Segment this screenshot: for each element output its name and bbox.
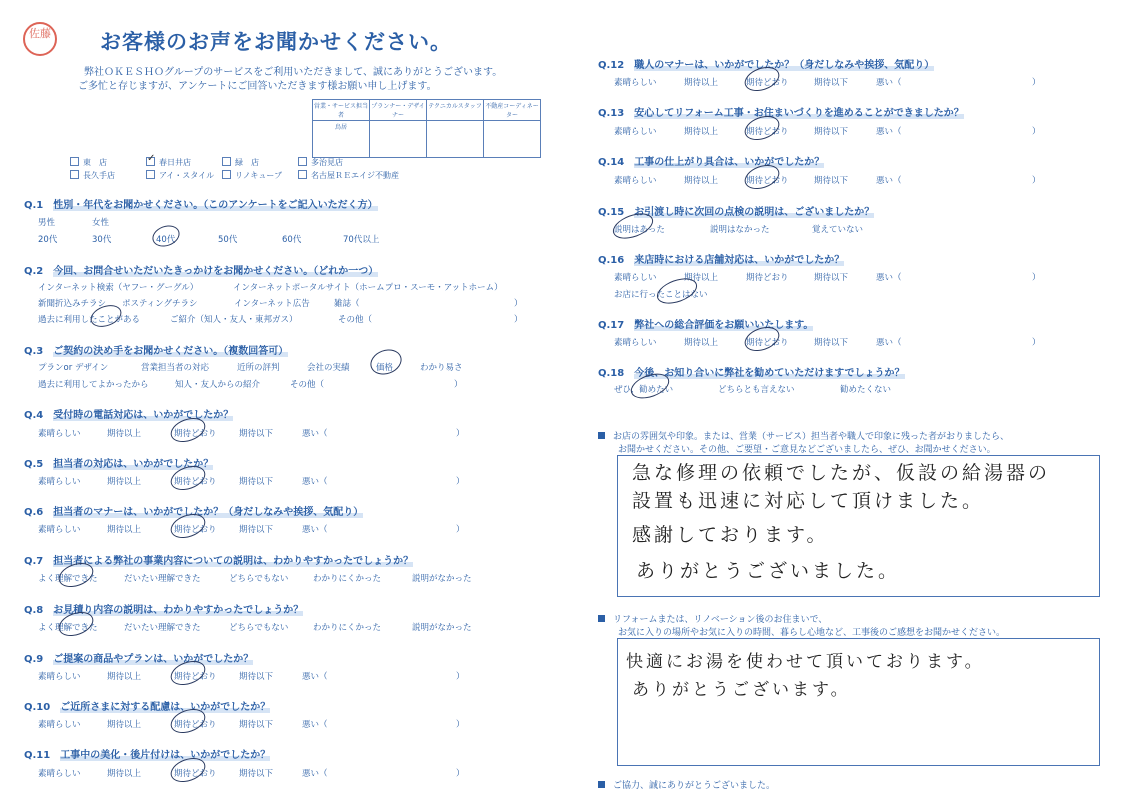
question-11: Q.11 工事中の美化・後片付けは、いかがでしたか？ xyxy=(24,750,271,761)
answer-circle xyxy=(149,222,182,250)
paren: ） xyxy=(456,720,465,730)
option[interactable]: だいたい理解できた xyxy=(124,574,201,584)
question-7: Q.7 担当者による弊社の事業内容についての説明は、わかりやすかったでしょうか？ xyxy=(24,556,414,567)
option[interactable]: その他（ xyxy=(290,380,325,390)
option[interactable]: 悪い（ xyxy=(876,78,902,88)
option[interactable]: 期待以上 xyxy=(107,672,142,682)
question-4: Q.4 受付時の電話対応は、いかがでしたか？ xyxy=(24,410,234,421)
option[interactable]: 素晴らしい xyxy=(614,127,657,137)
option[interactable]: どちらでもない xyxy=(229,574,289,584)
option[interactable]: 期待以上 xyxy=(684,127,719,137)
shop-checkbox[interactable]: リノキューブ xyxy=(222,170,298,183)
option[interactable]: 素晴らしい xyxy=(614,78,657,88)
option[interactable]: 悪い（ xyxy=(876,127,902,137)
option-selected[interactable]: 期待どおり xyxy=(174,477,217,487)
option[interactable]: だいたい理解できた xyxy=(124,623,201,633)
question-1: Q.1 性別・年代をお聞かせください。（このアンケートをご記入いただく方） xyxy=(24,200,378,211)
header-technical: テクニカルスタッフ xyxy=(427,100,484,121)
option[interactable]: インターネットポータルサイト（ホームプロ・スーモ・アットホーム） xyxy=(233,283,503,293)
option[interactable]: 期待以下 xyxy=(814,127,849,137)
comment1-textarea[interactable] xyxy=(617,455,1100,597)
option[interactable]: 悪い（ xyxy=(302,720,328,730)
handwritten-line: 急な修理の依頼でしたが、仮設の給湯器の xyxy=(632,462,1051,484)
shop-checkbox[interactable]: 長久手店 xyxy=(70,170,146,183)
option[interactable]: 期待以下 xyxy=(814,338,849,348)
option-selected[interactable]: 期待どおり xyxy=(174,525,217,535)
option-selected[interactable]: よく理解できた xyxy=(38,574,98,584)
option[interactable]: 期待以上 xyxy=(684,338,719,348)
option[interactable]: インターネット検索（ヤフー・グーグル） xyxy=(38,283,199,293)
comment2-heading-1: リフォームまたは、リノベーション後のお住まいで、 xyxy=(598,612,827,625)
option[interactable]: 悪い（ xyxy=(302,429,328,439)
person-in-charge-table xyxy=(312,99,541,158)
option[interactable]: 過去に利用してよかったから xyxy=(38,380,149,390)
page-title: お客様のお声をお聞かせください。 xyxy=(100,30,452,54)
option[interactable]: 素晴らしい xyxy=(38,429,81,439)
option[interactable]: 会社の実績 xyxy=(307,363,350,373)
shop-checklist xyxy=(70,153,410,183)
planner-name-field[interactable] xyxy=(370,121,427,158)
paren: ） xyxy=(454,380,463,390)
paren: ） xyxy=(1032,176,1041,186)
option[interactable]: 期待以上 xyxy=(107,720,142,730)
question-2: Q.2 今回、お問合せいただいたきっかけをお聞かせください。（どれか一つ） xyxy=(24,266,379,277)
shop-checkbox[interactable]: 東 店 xyxy=(70,157,146,170)
header-sales: 営業・サービス担当者 xyxy=(313,100,370,121)
paren: ） xyxy=(514,299,523,309)
option-selected[interactable]: 期待どおり xyxy=(746,176,789,186)
handwritten-line: 感謝しております。 xyxy=(632,524,829,546)
question-9: Q.9 ご提案の商品やプランは、いかがでしたか？ xyxy=(24,654,254,665)
paren: ） xyxy=(456,769,465,779)
intro-line-1: 弊社ＯＫＥＳＨＯグループのサービスをご利用いただきまして、誠にありがとうございます。 xyxy=(84,67,503,78)
option[interactable]: 素晴らしい xyxy=(38,477,81,487)
shop-checkbox[interactable]: 多治見店 xyxy=(298,157,374,170)
option[interactable]: 雑誌（ xyxy=(334,299,360,309)
option[interactable]: 期待どおり xyxy=(746,273,789,283)
paren: ） xyxy=(456,429,465,439)
option[interactable]: 素晴らしい xyxy=(38,672,81,682)
comment2-textarea[interactable] xyxy=(617,638,1100,766)
option[interactable]: 説明がなかった xyxy=(412,623,472,633)
option[interactable]: 60代 xyxy=(282,235,302,245)
option[interactable]: わかりにくかった xyxy=(313,574,382,584)
option[interactable]: 説明がなかった xyxy=(412,574,472,584)
option-selected[interactable]: 期待どおり xyxy=(174,769,217,779)
option-selected[interactable]: 期待どおり xyxy=(746,78,789,88)
closing-message: ご協力、誠にありがとうございました。 xyxy=(598,778,775,791)
answer-circle xyxy=(367,345,405,378)
option[interactable]: 悪い（ xyxy=(876,273,902,283)
option[interactable]: 覚えていない xyxy=(812,225,864,235)
option[interactable]: その他（ xyxy=(338,315,373,325)
option[interactable]: 悪い（ xyxy=(302,525,328,535)
option[interactable]: 男性 xyxy=(38,218,56,228)
option[interactable]: 悪い（ xyxy=(302,769,328,779)
option[interactable]: 期待以上 xyxy=(107,477,142,487)
option[interactable]: インターネット広告 xyxy=(234,299,310,309)
intro-line-2: ご多忙と存じますが、アンケートにご回答いただきます様お願い申し上げます。 xyxy=(78,81,437,92)
question-18: Q.18 今後、お知り合いに弊社を勧めていただけますでしょうか？ xyxy=(598,368,905,379)
question-3: Q.3 ご契約の決め手をお聞かせください。（複数回答可） xyxy=(24,346,289,357)
paren: ） xyxy=(514,315,523,325)
square-bullet-icon xyxy=(598,781,605,788)
option[interactable]: 期待以上 xyxy=(107,429,142,439)
option[interactable]: 30代 xyxy=(92,235,112,245)
option[interactable]: 70代以上 xyxy=(343,235,380,245)
option-selected[interactable]: 期待どおり xyxy=(174,429,217,439)
option[interactable]: 期待以上 xyxy=(107,525,142,535)
paren: ） xyxy=(456,525,465,535)
option[interactable]: 説明はなかった xyxy=(710,225,770,235)
option[interactable]: 近所の評判 xyxy=(237,363,280,373)
option[interactable]: 悪い（ xyxy=(876,338,902,348)
question-15: Q.15 お引渡し時に次回の点検の説明は、ございましたか？ xyxy=(598,207,875,218)
question-10: Q.10 ご近所さまに対する配慮は、いかがでしたか？ xyxy=(24,702,271,713)
option[interactable]: 期待以下 xyxy=(239,769,274,779)
option[interactable]: わかり易さ xyxy=(420,363,463,373)
option[interactable]: 期待以下 xyxy=(814,176,849,186)
paren: ） xyxy=(1032,273,1041,283)
option[interactable]: 営業担当者の対応 xyxy=(141,363,210,373)
comment1-heading-1: お店の雰囲気や印象。または、営業（サービス）担当者や職人で印象に残った者がおりましたら、 xyxy=(598,429,1009,442)
option-selected[interactable]: 価格 xyxy=(376,363,394,373)
option-selected[interactable]: 期待どおり xyxy=(174,720,217,730)
option[interactable]: 期待以下 xyxy=(814,78,849,88)
option[interactable]: 期待以下 xyxy=(239,525,274,535)
sales-name-field[interactable]: 鳥居 xyxy=(313,121,370,158)
option[interactable]: 女性 xyxy=(92,218,110,228)
option[interactable]: 期待以上 xyxy=(684,273,719,283)
option-selected[interactable]: 期待どおり xyxy=(746,338,789,348)
option[interactable]: プランor デザイン xyxy=(38,363,109,373)
approval-stamp: 佐藤 xyxy=(23,22,57,56)
option[interactable]: どちらでもない xyxy=(229,623,289,633)
paren: ） xyxy=(1032,338,1041,348)
option[interactable]: 期待以上 xyxy=(684,176,719,186)
shop-checkbox[interactable]: ✓ 春日井店 xyxy=(147,153,191,167)
question-16: Q.16 来店時における店舗対応は、いかがでしたか？ xyxy=(598,255,845,266)
handwritten-line: ありがとうございます。 xyxy=(632,680,851,700)
option[interactable]: ご紹介（知人・友人・東邦ガス） xyxy=(170,315,298,325)
question-17: Q.17 弊社への総合評価をお願いいたします。 xyxy=(598,320,814,331)
option[interactable]: 悪い（ xyxy=(302,477,328,487)
option[interactable]: 知人・友人からの紹介 xyxy=(175,380,261,390)
square-bullet-icon xyxy=(598,432,605,439)
option[interactable]: 期待以下 xyxy=(239,477,274,487)
option-selected[interactable]: 過去に利用したことがある xyxy=(38,315,141,325)
option-selected[interactable]: 説明はあった xyxy=(614,225,665,235)
paren: ） xyxy=(1032,78,1041,88)
handwritten-line: 設置も迅速に対応して頂けました。 xyxy=(632,490,985,512)
option[interactable]: 素晴らしい xyxy=(38,769,81,779)
option-selected[interactable]: 40代 xyxy=(156,235,176,245)
option[interactable]: わかりにくかった xyxy=(313,623,382,633)
option[interactable]: 20代 xyxy=(38,235,58,245)
paren: ） xyxy=(456,672,465,682)
handwritten-line: ありがとうございました。 xyxy=(636,560,901,582)
option[interactable]: 50代 xyxy=(218,235,238,245)
question-8: Q.8 お見積り内容の説明は、わかりやすかったでしょうか？ xyxy=(24,605,304,616)
comment1-heading-2: お聞かせください。その他、ご要望・ご意見などございましたら、ぜひ、お聞かせください。 xyxy=(618,445,996,455)
paren: ） xyxy=(456,477,465,487)
option[interactable]: 期待以下 xyxy=(814,273,849,283)
shop-checkbox[interactable]: アイ・スタイル xyxy=(146,170,222,183)
option[interactable]: 勧めたくない xyxy=(840,385,892,395)
shop-checkbox[interactable]: 緑 店 xyxy=(222,157,298,170)
comment2-heading-2: お気に入りの場所やお気に入りの時間、暮らし心地など、工事後のご感想をお聞かせください。 xyxy=(618,628,1006,638)
option-selected[interactable]: よく理解できた xyxy=(38,623,98,633)
question-14: Q.14 工事の仕上がり具合は、いかがでしたか？ xyxy=(598,157,825,168)
option-selected[interactable]: お店に行ったことはない xyxy=(614,290,708,300)
shop-checkbox[interactable]: 名古屋ＲＥエイジ不動産 xyxy=(298,170,408,183)
question-6: Q.6 担当者のマナーは、いかがでしたか？（身だしなみや挨拶、気配り） xyxy=(24,507,364,518)
handwritten-line: 快適にお湯を使わせて頂いております。 xyxy=(626,652,985,672)
option[interactable]: ポスティングチラシ xyxy=(122,299,198,309)
option[interactable]: 期待以下 xyxy=(239,672,274,682)
technical-name-field[interactable] xyxy=(427,121,484,158)
question-13: Q.13 安心してリフォーム工事・お住まいづくりを進めることができましたか？ xyxy=(598,108,964,119)
option[interactable]: 期待以下 xyxy=(239,429,274,439)
square-bullet-icon xyxy=(598,615,605,622)
question-5: Q.5 担当者の対応は、いかがでしたか？ xyxy=(24,459,214,470)
option[interactable]: 期待以上 xyxy=(107,769,142,779)
option[interactable]: 悪い（ xyxy=(876,176,902,186)
option[interactable]: 素晴らしい xyxy=(614,176,657,186)
option[interactable]: 素晴らしい xyxy=(614,338,657,348)
option-selected[interactable]: 期待どおり xyxy=(746,127,789,137)
option-selected[interactable]: 期待どおり xyxy=(174,672,217,682)
option-selected[interactable]: ぜひ、勧めたい xyxy=(614,385,674,395)
option[interactable]: 素晴らしい xyxy=(38,525,81,535)
option[interactable]: 新聞折込みチラシ xyxy=(38,299,107,309)
option[interactable]: 素晴らしい xyxy=(38,720,81,730)
realestate-name-field[interactable] xyxy=(484,121,541,158)
question-12: Q.12 職人のマナーは、いかがでしたか？（身だしなみや挨拶、気配り） xyxy=(598,60,935,71)
option[interactable]: 素晴らしい xyxy=(614,273,657,283)
option[interactable]: 悪い（ xyxy=(302,672,328,682)
option[interactable]: 期待以下 xyxy=(239,720,274,730)
header-realestate: 不動産コーディネーター xyxy=(484,100,541,121)
header-planner: プランナー・デザイナー xyxy=(370,100,427,121)
paren: ） xyxy=(1032,127,1041,137)
option[interactable]: どちらとも言えない xyxy=(718,385,795,395)
option[interactable]: 期待以上 xyxy=(684,78,719,88)
